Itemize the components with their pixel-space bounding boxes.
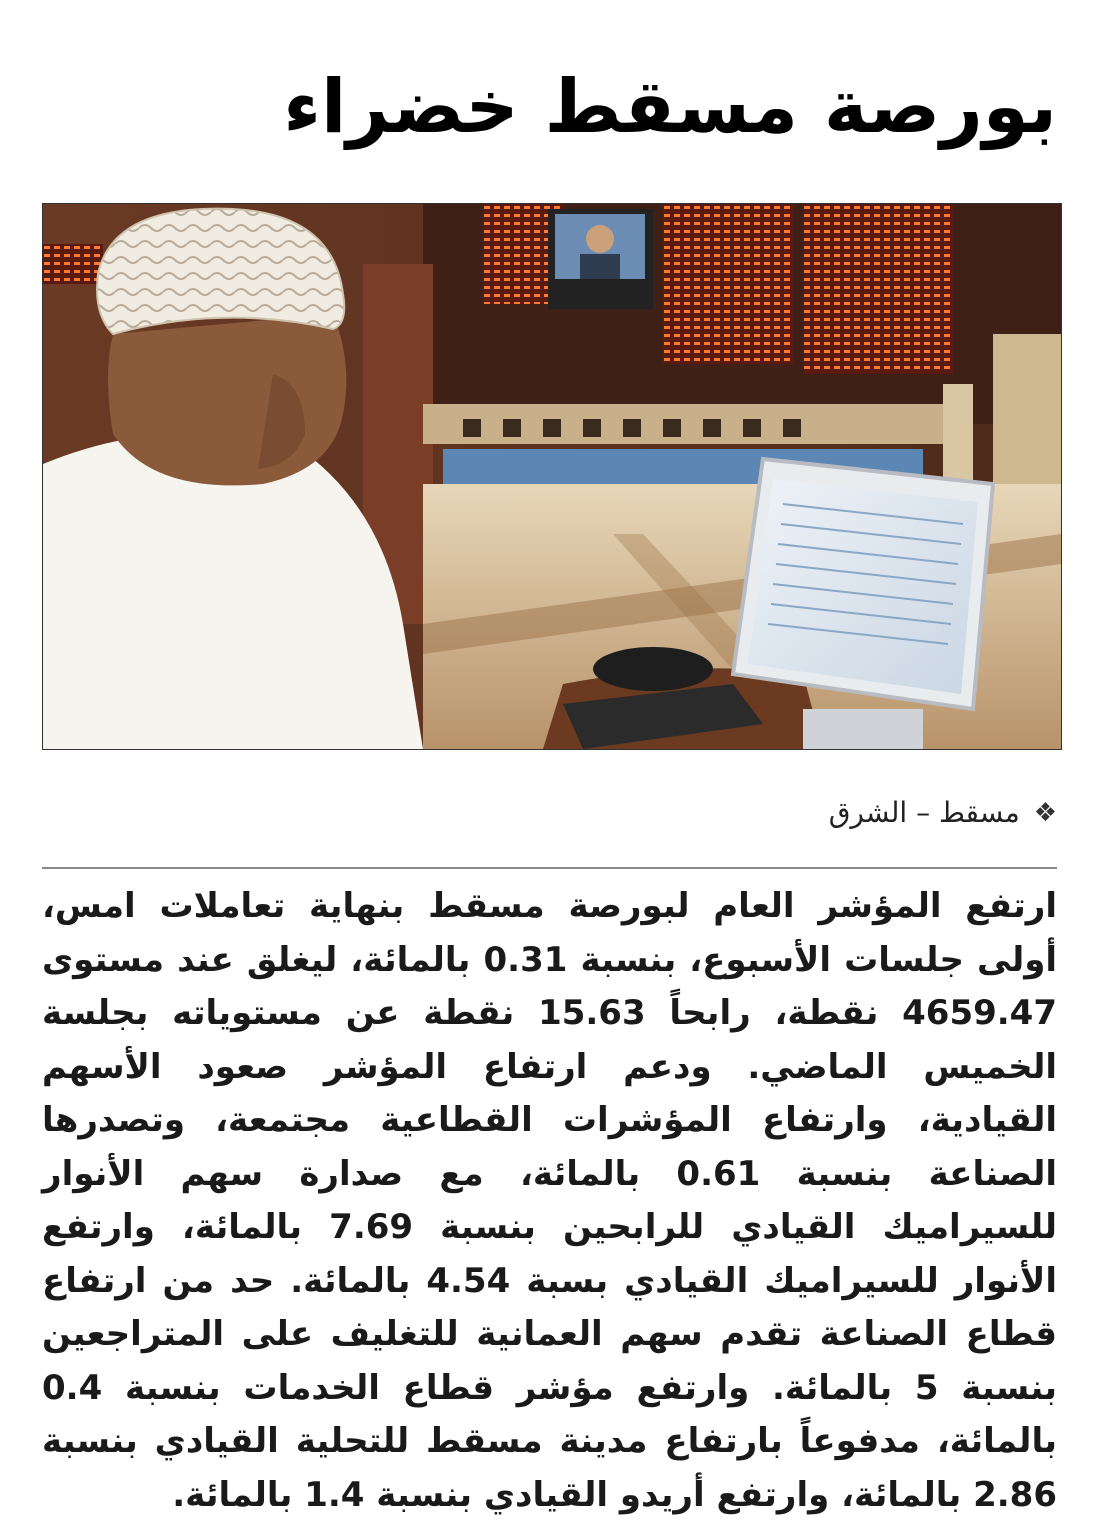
stock-exchange-trader-photo <box>42 203 1062 750</box>
article-headline: بورصة مسقط خضراء <box>283 64 1057 150</box>
article-dateline <box>829 793 1057 833</box>
divider <box>42 867 1057 869</box>
article-body: ارتفع المؤشر العام لبورصة مسقط بنهاية تعاملات امس، أولى جلسات الأسبوع، بنسبة 0.31 بالمائة، ليغلق عند مستوى 4659.47 نقطة، رابحاً 15.63 نقطة عن مستوياته بجلسة الخميس الماضي. ودعم ارتفاع المؤشر صعود الأسهم القيادية، وارتفاع المؤشرات القطاعية مجتمعة، وتصدرها الصناعة بنسبة 0.61 بالمائة، مع صدارة سهم الأنوار للسيراميك القيادي للرابحين بنسبة 7.69 بالمائة، وارتفع الأنوار للسيراميك القيادي بسبة 4.54 بالمائة. حد من ارتفاع قطاع الصناعة تقدم سهم العمانية للتغليف على المتراجعين بنسبة 5 بالمائة. وارتفع مؤشر قطاع الخدمات بنسبة 0.4 بالمائة، مدفوعاً بارتفاع مدينة مسقط للتحلية القيادي بنسبة 2.86 بالمائة، وارتفع أريدو القيادي بنسبة 1.4 بالمائة. <box>42 886 1058 1515</box>
dateline-text: مسقط – الشرق <box>828 796 1020 829</box>
diamond-bullet-icon: ❖ <box>1033 798 1057 828</box>
